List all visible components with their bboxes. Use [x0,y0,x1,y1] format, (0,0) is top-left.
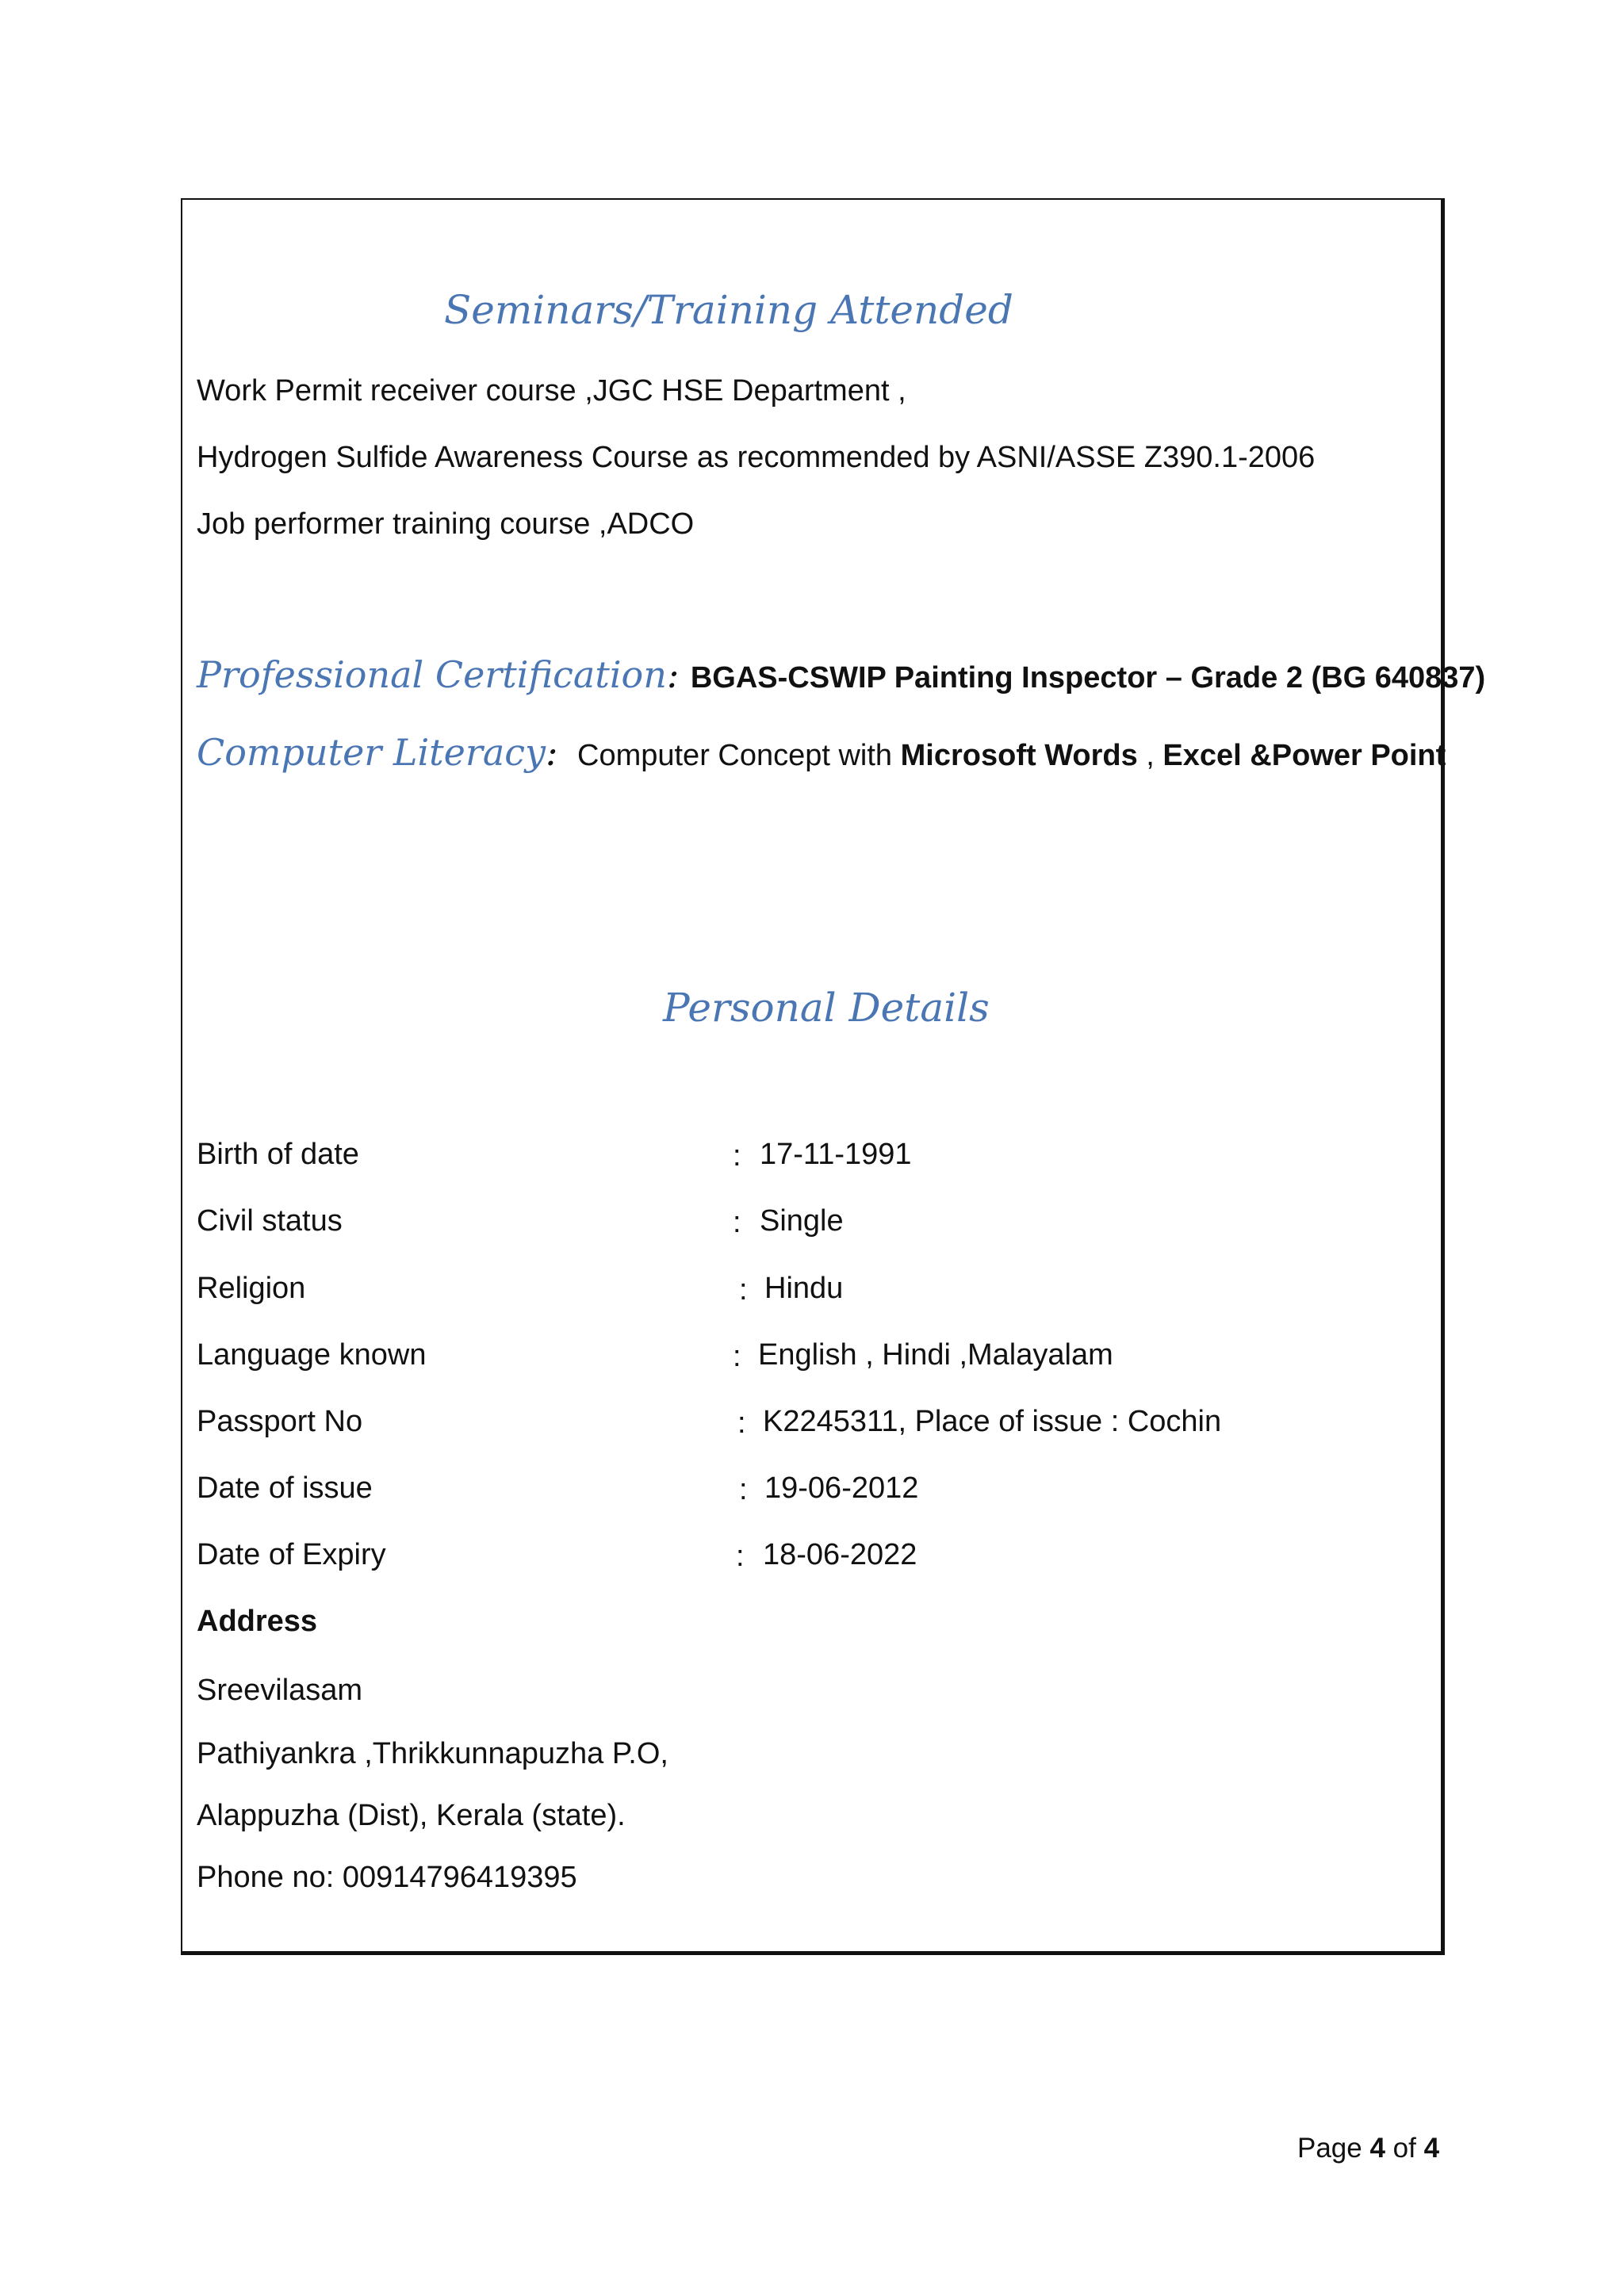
detail-value: 18-06-2022 [763,1538,917,1571]
address-line: Pathiyankra ,Thrikkunnapuzha P.O, [197,1737,668,1770]
detail-colon: : [733,1206,741,1239]
detail-label: Passport No [197,1405,363,1438]
computer-literacy-sep: , [1137,739,1163,772]
detail-colon: : [737,1406,746,1440]
address-line: Alappuzha (Dist), Kerala (state). [197,1799,626,1832]
phone-number: Phone no: 00914796419395 [197,1861,577,1894]
certification-value: BGAS-CSWIP Painting Inspector – Grade 2 (BG 640837) [690,661,1486,695]
personal-details-heading: Personal Details [663,985,990,1031]
computer-literacy-colon: : [546,731,558,774]
seminar-item: Work Permit receiver course ,JGC HSE Department , [197,374,906,408]
total-pages: 4 [1423,2133,1440,2164]
detail-colon: : [736,1540,745,1573]
certification-label: Professional Certification [197,653,667,696]
detail-label: Birth of date [197,1138,359,1171]
page-number [1297,2133,1439,2164]
detail-value: 17-11-1991 [760,1138,912,1171]
computer-literacy-excel: Excel &Power Point [1162,739,1446,772]
detail-label: Date of Expiry [197,1538,386,1571]
current-page: 4 [1369,2133,1385,2164]
detail-value: 19-06-2012 [764,1471,919,1505]
detail-value: Single [760,1204,844,1238]
seminars-heading: Seminars/Training Attended [444,287,1013,333]
certification-line [197,653,1485,696]
detail-label: Date of issue [197,1471,373,1505]
computer-literacy-words: Microsoft Words [900,739,1138,772]
detail-label: Language known [197,1338,427,1372]
page-word: Page [1297,2133,1370,2164]
certification-colon: : [666,653,680,696]
computer-literacy-line [197,731,1446,774]
detail-colon: : [733,1340,741,1373]
detail-label: Religion [197,1272,306,1305]
seminar-item: Hydrogen Sulfide Awareness Course as recommended by ASNI/ASSE Z390.1-2006 [197,441,1316,474]
detail-value: Hindu [764,1272,844,1305]
detail-colon: : [739,1473,748,1506]
of-word: of [1385,2133,1424,2164]
detail-value: K2245311, Place of issue : Cochin [763,1405,1222,1438]
detail-colon: : [733,1139,741,1173]
computer-literacy-label: Computer Literacy [197,731,546,774]
detail-value: English , Hindi ,Malayalam [758,1338,1113,1372]
detail-label: Civil status [197,1204,343,1238]
computer-literacy-prefix: Computer Concept with [577,739,901,772]
seminar-item: Job performer training course ,ADCO [197,507,695,541]
address-line: Sreevilasam [197,1674,363,1707]
address-label: Address [197,1605,318,1638]
detail-colon: : [739,1273,748,1307]
